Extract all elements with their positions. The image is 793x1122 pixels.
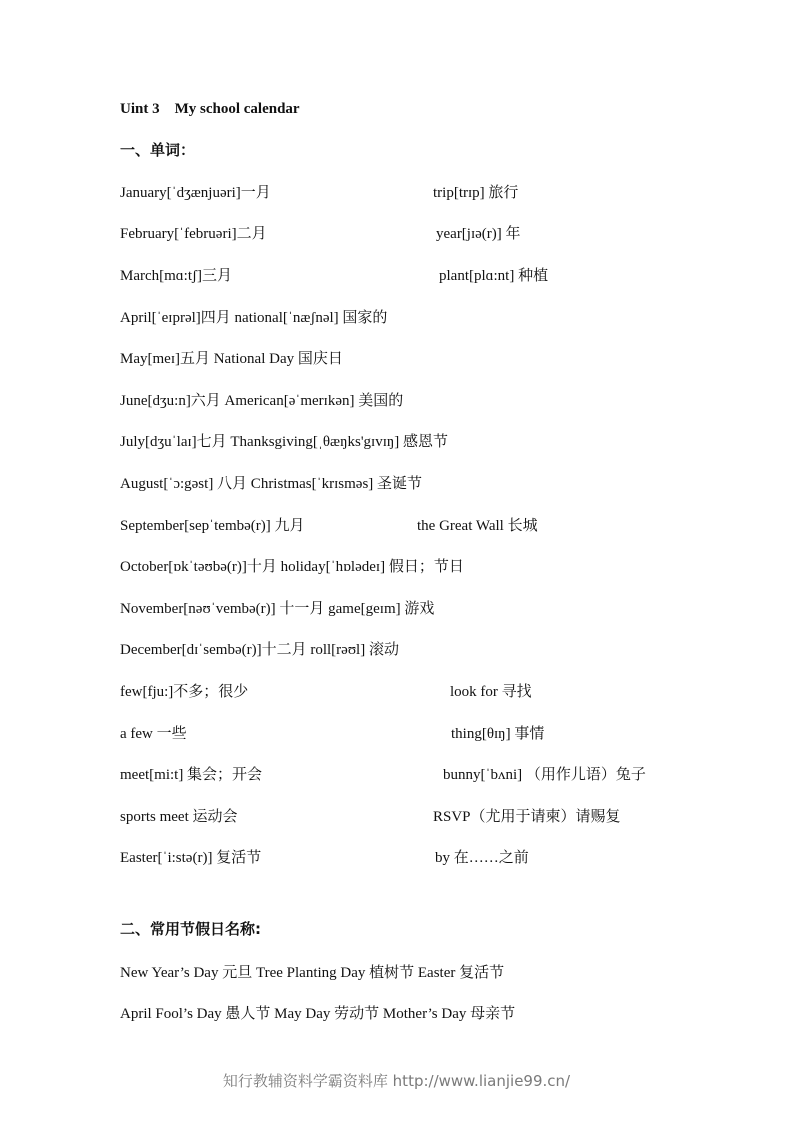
vocab-left: September[sepˈtembə(r)] 九月 — [120, 518, 305, 534]
vocab-left: sports meet 运动会 — [120, 809, 238, 825]
vocab-row — [0, 430, 793, 452]
vocab-left: a few 一些 — [120, 726, 187, 742]
vocab-right: trip[trɪp] 旅行 — [433, 185, 519, 201]
vocab-row — [0, 222, 793, 244]
vocab-left: December[dɪˈsembə(r)]十二月 roll[rəʊl] 滚动 — [120, 642, 399, 658]
vocab-left: February[ˈfebruəri]二月 — [120, 226, 267, 242]
vocab-right: by 在……之前 — [435, 850, 529, 866]
vocab-row — [0, 347, 793, 369]
vocab-row — [0, 638, 793, 660]
vocab-left: May[meɪ]五月 National Day 国庆日 — [120, 351, 343, 367]
vocab-right: thing[θɪŋ] 事情 — [451, 726, 545, 742]
vocab-row — [0, 264, 793, 286]
vocab-right: year[jɪə(r)] 年 — [436, 226, 521, 242]
vocab-row — [0, 763, 793, 785]
vocab-left: November[nəʊˈvembə(r)] 十一月 game[geɪm] 游戏 — [120, 601, 435, 617]
vocab-row — [0, 846, 793, 868]
vocab-row — [0, 472, 793, 494]
vocab-row — [0, 805, 793, 827]
vocab-left: April[ˈeɪprəl]四月 national[ˈnæʃnəl] 国家的 — [120, 310, 388, 326]
vocab-row — [0, 555, 793, 577]
vocab-row — [0, 389, 793, 411]
vocab-left: few[fju:]不多；很少 — [120, 684, 249, 700]
vocab-left: October[ɒkˈtəʊbə(r)]十月 holiday[ˈhɒlədeɪ] 假日；节日 — [120, 559, 464, 575]
holiday-line: New Year’s Day 元旦 Tree Planting Day 植树节 Easter 复活节 — [120, 965, 505, 981]
footer-watermark: 知行教辅资料学霸资料库 http://www.lianjie99.cn/ — [222, 1072, 571, 1090]
holiday-line: April Fool’s Day 愚人节 May Day 劳动节 Mother’s Day 母亲节 — [120, 1006, 516, 1022]
page-title: Uint 3 My school calendar — [120, 101, 300, 117]
vocab-right: bunny[ˈbʌni] （用作儿语）兔子 — [443, 767, 646, 783]
vocab-right: the Great Wall 长城 — [417, 518, 538, 534]
vocab-left: March[mɑ:tʃ]三月 — [120, 268, 232, 284]
vocab-row — [0, 680, 793, 702]
vocab-right: RSVP（尤用于请柬）请赐复 — [433, 809, 621, 825]
vocab-right: plant[plɑ:nt] 种植 — [439, 268, 549, 284]
vocab-left: meet[mi:t] 集会；开会 — [120, 767, 263, 783]
vocab-left: Easter[ˈi:stə(r)] 复活节 — [120, 850, 262, 866]
vocab-right: look for 寻找 — [450, 684, 532, 700]
holiday-row — [0, 961, 793, 983]
vocab-left: July[dʒuˈlaɪ]七月 Thanksgiving[ˌθæŋks'gɪvɪŋ] 感恩节 — [120, 434, 449, 450]
section-heading-holidays: 二、常用节假日名称: — [120, 920, 261, 938]
vocab-left: January[ˈdʒænjuəri]一月 — [120, 185, 271, 201]
vocab-left: August[ˈɔ:gəst] 八月 Christmas[ˈkrɪsməs] 圣诞节 — [120, 476, 423, 492]
vocab-row — [0, 597, 793, 619]
holiday-row — [0, 1002, 793, 1024]
vocab-left: June[dʒu:n]六月 American[əˈmerɪkən] 美国的 — [120, 393, 404, 409]
vocab-row — [0, 722, 793, 744]
section-heading-vocabulary: 一、单词： — [120, 141, 196, 159]
vocab-row — [0, 181, 793, 203]
vocab-row — [0, 514, 793, 536]
vocab-row — [0, 306, 793, 328]
